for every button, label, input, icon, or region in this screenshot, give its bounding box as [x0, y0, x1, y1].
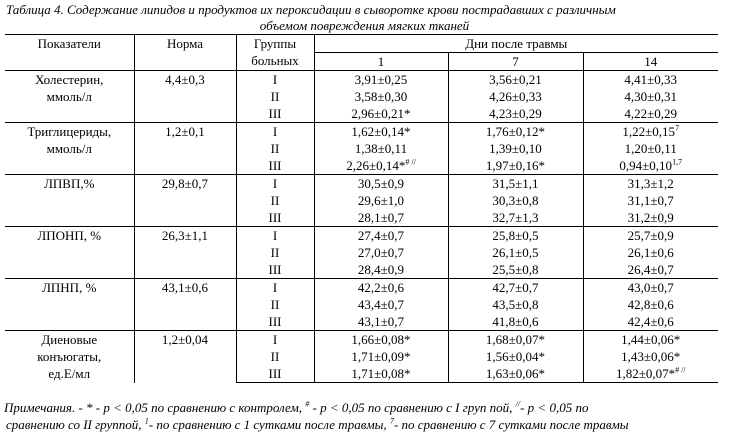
indicator-name: [5, 331, 134, 383]
group-label: I: [236, 71, 314, 89]
group-label: II: [236, 296, 314, 313]
value-day-7: [448, 105, 583, 123]
value-text: 4,23±0,29: [489, 106, 542, 121]
value-text: 42,4±0,6: [627, 314, 674, 329]
value-day-1: [314, 261, 448, 279]
value-day-14: [583, 71, 718, 89]
value-day-14: [583, 365, 718, 383]
value-text: 41,8±0,6: [492, 314, 539, 329]
value-text: 26,1±0,5: [492, 245, 539, 260]
indicator-name-line: ЛПВП,%: [44, 176, 95, 191]
value-text: 4,30±0,31: [624, 89, 678, 104]
value-text: 1,39±0,10: [489, 141, 542, 156]
value-day-14: [583, 261, 718, 279]
header-days: Дни после травмы: [314, 35, 718, 53]
value-day-7: [448, 331, 583, 349]
value-day-7: [448, 88, 583, 105]
value-text: 28,4±0,9: [357, 262, 405, 277]
notes-sup: //: [515, 399, 521, 409]
value-day-14: [583, 296, 718, 313]
value-day-7: [448, 261, 583, 279]
value-text: 43,5±0,8: [492, 297, 539, 312]
header-groups: [236, 35, 314, 71]
value-sup: # //: [675, 365, 686, 375]
indicator-name-line: ЛПОНП, %: [37, 228, 102, 243]
value-text: 3,58±0,30: [354, 89, 408, 104]
value-text: 1,63±0,06*: [485, 366, 546, 381]
value-day-1: [314, 175, 448, 193]
value-text: 31,3±1,2: [627, 176, 674, 191]
header-groups-line2: больных: [251, 53, 299, 68]
caption-line-1: Таблица 4. Содержание липидов и продуктов их пероксидации в сыворотке крови пострадавших с различным: [6, 2, 616, 17]
value-day-1: [314, 244, 448, 261]
group-label: I: [236, 331, 314, 349]
value-text: 1,44±0,06*: [621, 332, 681, 347]
group-label: I: [236, 123, 314, 141]
value-text: 25,5±0,8: [492, 262, 539, 277]
norm-value: 4,4±0,3: [134, 71, 236, 123]
value-text: 27,0±0,7: [357, 245, 405, 260]
caption-line-2: объемом повреждения мягких тканей: [259, 18, 470, 33]
value-text: 3,56±0,21: [489, 72, 542, 87]
table-row: [5, 227, 718, 245]
value-text: 2,96±0,21*: [351, 106, 411, 121]
indicator-name-line: Триглицериды,: [27, 124, 112, 139]
table-row: [5, 331, 718, 349]
value-day-1: [314, 105, 448, 123]
group-label: I: [236, 279, 314, 297]
indicator-name-line: ед.Е/мл: [48, 366, 91, 381]
norm-value: 29,8±0,7: [134, 175, 236, 227]
value-day-7: [448, 175, 583, 193]
value-day-7: [448, 227, 583, 245]
group-label: II: [236, 140, 314, 157]
notes-sup: #: [305, 399, 310, 409]
value-text: 31,2±0,9: [627, 210, 674, 225]
value-day-1: [314, 88, 448, 105]
value-text: 43,0±0,7: [627, 280, 674, 295]
value-text: 1,82±0,07*: [615, 366, 676, 381]
value-sup: # //: [405, 157, 416, 167]
value-text: 26,4±0,7: [627, 262, 674, 277]
value-day-7: [448, 348, 583, 365]
group-label: II: [236, 192, 314, 209]
value-day-14: [583, 227, 718, 245]
value-day-7: [448, 71, 583, 89]
value-day-7: [448, 140, 583, 157]
notes-text: сравнению со II группой,: [6, 417, 145, 432]
value-text: 29,6±1,0: [357, 193, 405, 208]
value-text: 27,4±0,7: [357, 228, 405, 243]
value-day-14: [583, 331, 718, 349]
value-text: 42,7±0,7: [492, 280, 539, 295]
value-text: 30,5±0,9: [357, 176, 405, 191]
indicator-name-line: конъюгаты,: [37, 349, 102, 364]
value-text: 1,97±0,16*: [485, 158, 546, 173]
value-text: 1,20±0,11: [624, 141, 677, 156]
value-text: 1,62±0,14*: [351, 124, 411, 139]
value-day-14: [583, 157, 718, 175]
value-day-14: [583, 279, 718, 297]
group-label: III: [236, 261, 314, 279]
value-day-1: [314, 313, 448, 331]
value-day-1: [314, 296, 448, 313]
value-day-1: [314, 192, 448, 209]
notes-sup: 7: [389, 416, 394, 426]
indicator-name-line: ЛПНП, %: [42, 280, 97, 295]
notes-sup: 1: [144, 416, 149, 426]
value-text: 3,91±0,25: [354, 72, 408, 87]
value-day-1: [314, 140, 448, 157]
value-day-1: [314, 123, 448, 141]
indicator-name: [5, 279, 134, 331]
group-label: III: [236, 313, 314, 331]
value-text: 4,26±0,33: [489, 89, 542, 104]
value-day-1: [314, 331, 448, 349]
group-label: III: [236, 105, 314, 123]
value-text: 25,8±0,5: [492, 228, 539, 243]
indicator-name-line: Холестерин,: [35, 72, 104, 87]
group-label: III: [236, 157, 314, 175]
header-indicator: Показатели: [5, 35, 134, 71]
value-day-14: [583, 348, 718, 365]
value-sup: 1,7: [672, 157, 683, 167]
table-row: [5, 175, 718, 193]
header-day-7: 7: [448, 53, 583, 71]
value-text: 1,22±0,15: [622, 124, 676, 139]
value-text: 0,94±0,10: [619, 158, 673, 173]
header-day-14: 14: [583, 53, 718, 71]
value-text: 1,68±0,07*: [485, 332, 546, 347]
value-day-14: [583, 140, 718, 157]
group-label: I: [236, 227, 314, 245]
lipid-table: [5, 34, 718, 383]
group-label: I: [236, 175, 314, 193]
value-day-7: [448, 123, 583, 141]
group-label: III: [236, 365, 314, 383]
indicator-name: [5, 227, 134, 279]
value-text: 28,1±0,7: [357, 210, 405, 225]
value-day-7: [448, 244, 583, 261]
indicator-name-line: ммоль/л: [46, 89, 92, 104]
value-text: 1,71±0,08*: [351, 366, 411, 381]
norm-value: 1,2±0,1: [134, 123, 236, 175]
value-day-14: [583, 192, 718, 209]
value-day-1: [314, 209, 448, 227]
value-day-14: [583, 88, 718, 105]
value-text: 1,76±0,12*: [485, 124, 546, 139]
indicator-name-line: Диеновые: [41, 332, 98, 347]
table-row: [5, 71, 718, 89]
table-row: [5, 279, 718, 297]
norm-value: 43,1±0,6: [134, 279, 236, 331]
value-text: 31,5±1,1: [492, 176, 539, 191]
norm-value: 26,3±1,1: [134, 227, 236, 279]
value-text: 43,4±0,7: [357, 297, 405, 312]
norm-value: 1,2±0,04: [134, 331, 236, 383]
notes-text: - p < 0,05 по сравнению с I груп пой,: [309, 400, 516, 415]
value-text: 31,1±0,7: [627, 193, 674, 208]
value-day-14: [583, 313, 718, 331]
notes-text: - по сравнению с 1 сутками после травмы,: [148, 417, 390, 432]
value-day-1: [314, 157, 448, 175]
indicator-name: [5, 71, 134, 123]
notes-text: - p < 0,05 по: [520, 400, 589, 415]
value-text: 1,56±0,04*: [485, 349, 546, 364]
indicator-name-line: ммоль/л: [46, 141, 92, 156]
value-day-1: [314, 227, 448, 245]
value-sup: 7: [675, 123, 680, 133]
value-text: 4,22±0,29: [624, 106, 678, 121]
value-text: 1,66±0,08*: [351, 332, 411, 347]
table-row: [5, 123, 718, 141]
value-text: 4,41±0,33: [624, 72, 678, 87]
value-text: 32,7±1,3: [492, 210, 539, 225]
value-text: 1,71±0,09*: [351, 349, 411, 364]
header-norm: Норма: [134, 35, 236, 71]
value-text: 42,2±0,6: [357, 280, 405, 295]
notes-line-1: [4, 399, 588, 416]
value-text: 25,7±0,9: [627, 228, 674, 243]
value-day-1: [314, 365, 448, 383]
value-day-14: [583, 209, 718, 227]
value-text: 1,43±0,06*: [621, 349, 681, 364]
value-day-7: [448, 296, 583, 313]
indicator-name: [5, 175, 134, 227]
value-day-1: [314, 71, 448, 89]
notes-text: Примечания. - * - p < 0,05 по сравнению с контролем,: [4, 400, 306, 415]
group-label: III: [236, 209, 314, 227]
value-text: 43,1±0,7: [357, 314, 405, 329]
value-day-7: [448, 157, 583, 175]
value-day-7: [448, 313, 583, 331]
value-text: 1,38±0,11: [354, 141, 408, 156]
value-day-1: [314, 279, 448, 297]
value-day-7: [448, 279, 583, 297]
group-label: II: [236, 348, 314, 365]
header-day-1: 1: [314, 53, 448, 71]
value-day-14: [583, 244, 718, 261]
value-day-7: [448, 209, 583, 227]
value-day-7: [448, 365, 583, 383]
group-label: II: [236, 244, 314, 261]
value-text: 42,8±0,6: [627, 297, 674, 312]
value-day-14: [583, 105, 718, 123]
value-day-1: [314, 348, 448, 365]
value-text: 26,1±0,6: [627, 245, 674, 260]
header-groups-line1: Группы: [253, 36, 297, 51]
group-label: II: [236, 88, 314, 105]
value-text: 2,26±0,14*: [346, 158, 406, 173]
value-day-14: [583, 175, 718, 193]
value-day-14: [583, 123, 718, 141]
value-day-7: [448, 192, 583, 209]
notes-text: - по сравнению с 7 сутками после травмы: [393, 417, 629, 432]
value-text: 30,3±0,8: [492, 193, 539, 208]
notes-line-2: [6, 416, 629, 433]
indicator-name: [5, 123, 134, 175]
